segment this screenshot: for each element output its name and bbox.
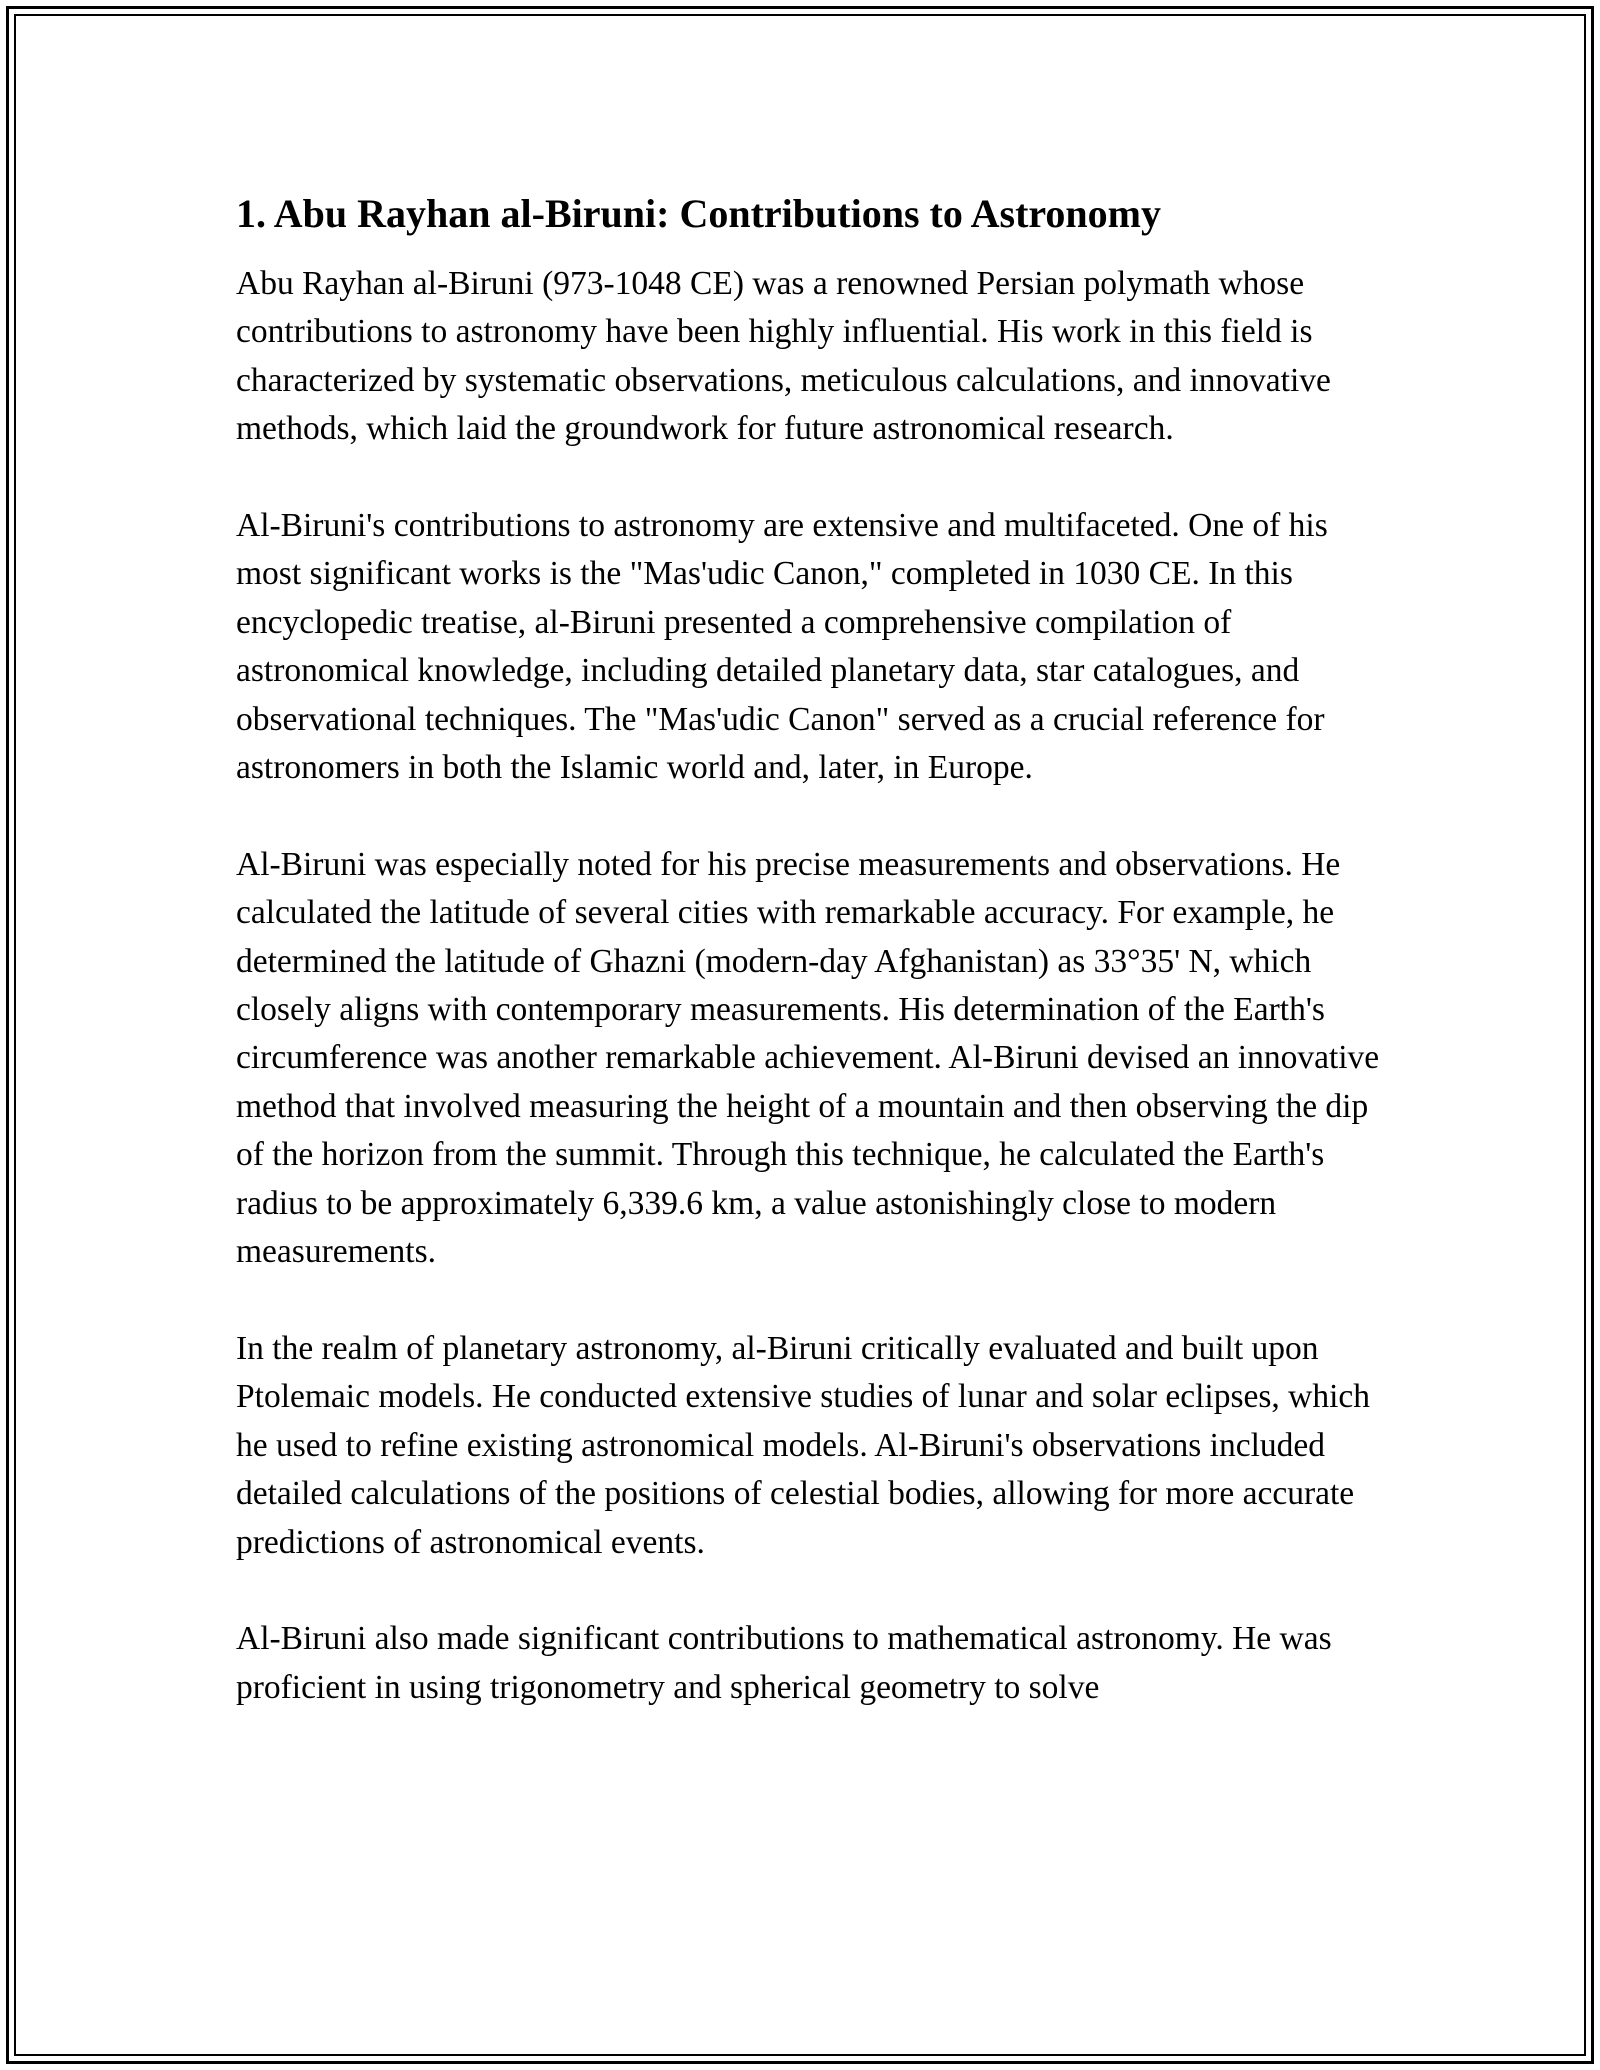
document-body xyxy=(236,186,1386,1761)
paragraph-measurements: Al-Biruni was especially noted for his precise measurements and observations. He calculated the latitude of several cities with remarkable accuracy. For example, he determined the latitude of Ghazni (modern-day Afghanistan) as 33°35' N, which closely aligns with contemporary measurements. His determination of the Earth's circumference was another remarkable achievement. Al-Biruni devised an innovative method that involved measuring the height of a mountain and then observing the dip of the horizon from the summit. Through this technique, he calculated the Earth's radius to be approximately 6,339.6 km, a value astonishingly close to modern measurements. xyxy=(236,845,1380,1271)
paragraph-planetary-astronomy: In the realm of planetary astronomy, al-Biruni critically evaluated and built upon Ptolemaic models. He conducted extensive studies of lunar and solar eclipses, which he used to refine existing astronomical models. Al-Biruni's observations included detailed calculations of the positions of celestial bodies, allowing for more accurate predictions of astronomical events. xyxy=(236,1329,1371,1561)
paragraph-masudic-canon: Al-Biruni's contributions to astronomy are extensive and multifaceted. One of his most significant works is the "Mas'udic Canon," completed in 1030 CE. In this encyclopedic treatise, al-Biruni presented a comprehensive compilation of astronomical knowledge, including detailed planetary data, star catalogues, and observational techniques. The "Mas'udic Canon" served as a crucial reference for astronomers in both the Islamic world and, later, in Europe. xyxy=(236,507,1328,787)
paragraph-mathematical-astronomy: Al-Biruni also made significant contributions to mathematical astronomy. He was proficient in using trigonometry and spherical geometry to solve xyxy=(236,1620,1332,1706)
paragraph-intro: Abu Rayhan al-Biruni (973-1048 CE) was a renowned Persian polymath whose contributions to astronomy have been highly influential. His work in this field is characterized by systematic observations, meticulous calculations, and innovative methods, which laid the groundwork for future astronomical research. xyxy=(236,265,1331,448)
section-heading: 1. Abu Rayhan al-Biruni: Contributions to Astronomy xyxy=(236,191,1161,236)
